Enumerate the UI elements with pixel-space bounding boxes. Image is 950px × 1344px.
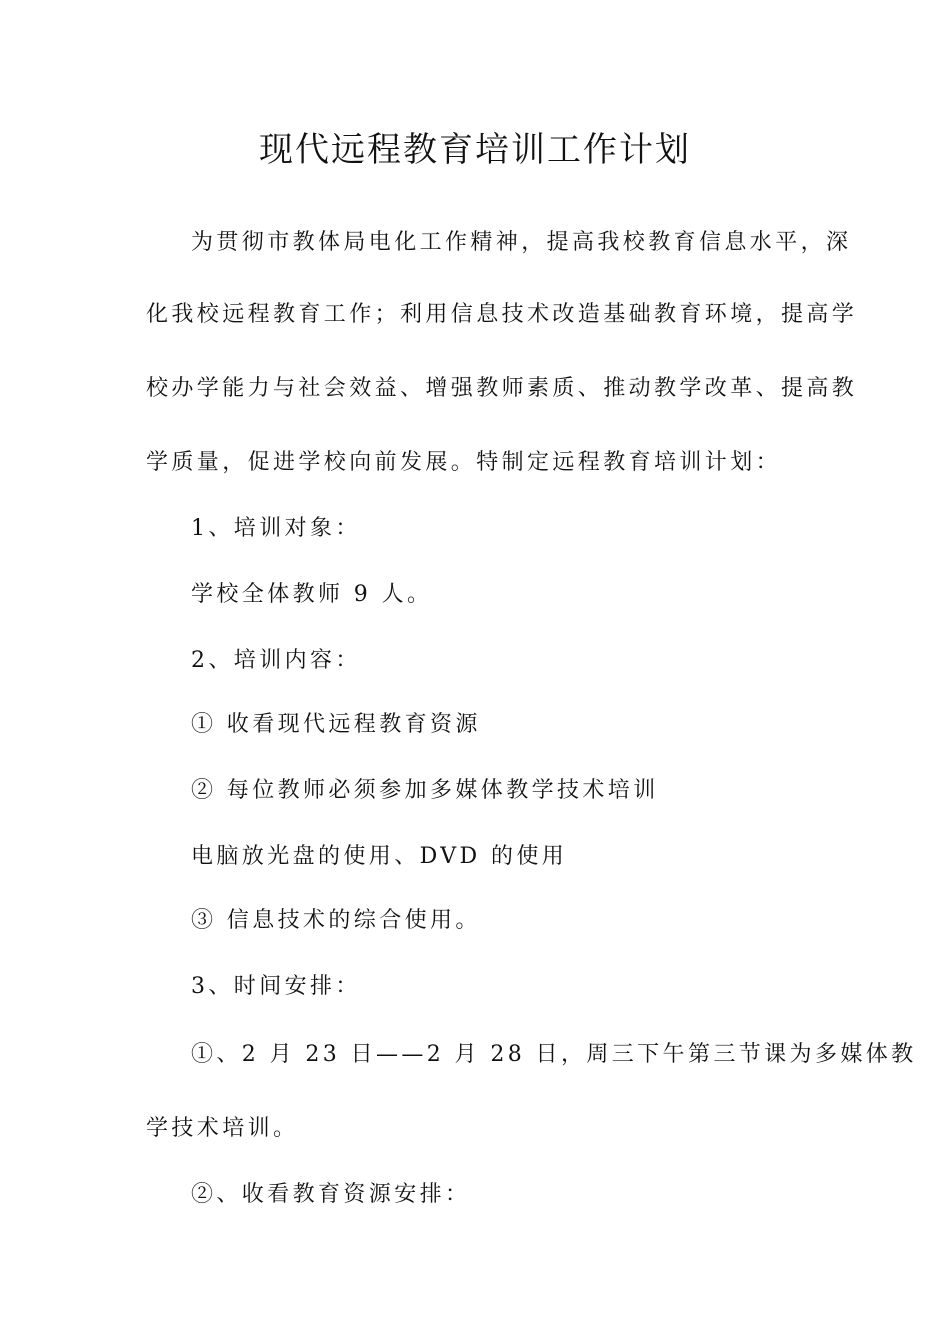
section2-item-2-detail: 电脑放光盘的使用、DVD 的使用 (191, 844, 568, 869)
intro-line-4: 学质量，促进学校向前发展。特制定远程教育培训计划： (146, 450, 782, 475)
section1-body: 学校全体教师 9 人。 (191, 582, 433, 607)
intro-line-3: 校办学能力与社会效益、增强教师素质、推动教学改革、提高教 (146, 376, 858, 401)
intro-line-2: 化我校远程教育工作；利用信息技术改造基础教育环境，提高学 (146, 302, 858, 327)
section2-item-3: ③ 信息技术的综合使用。 (191, 908, 481, 933)
section3-item-1-line-1: ①、2 月 23 日——2 月 28 日，周三下午第三节课为多媒体教 (191, 1042, 917, 1067)
document-title: 现代远程教育培训工作计划 (259, 130, 691, 170)
section2-item-1: ① 收看现代远程教育资源 (191, 712, 481, 737)
intro-line-1: 为贯彻市教体局电化工作精神，提高我校教育信息水平，深 (191, 230, 852, 255)
section3-heading: 3、时间安排： (191, 974, 361, 999)
section3-item-1-line-2: 学技术培训。 (146, 1116, 299, 1141)
section3-item-2: ②、收看教育资源安排： (191, 1182, 471, 1207)
section1-heading: 1、培训对象： (191, 516, 361, 541)
section2-item-2: ② 每位教师必须参加多媒体教学技术培训 (191, 778, 659, 803)
section2-heading: 2、培训内容： (191, 648, 361, 673)
